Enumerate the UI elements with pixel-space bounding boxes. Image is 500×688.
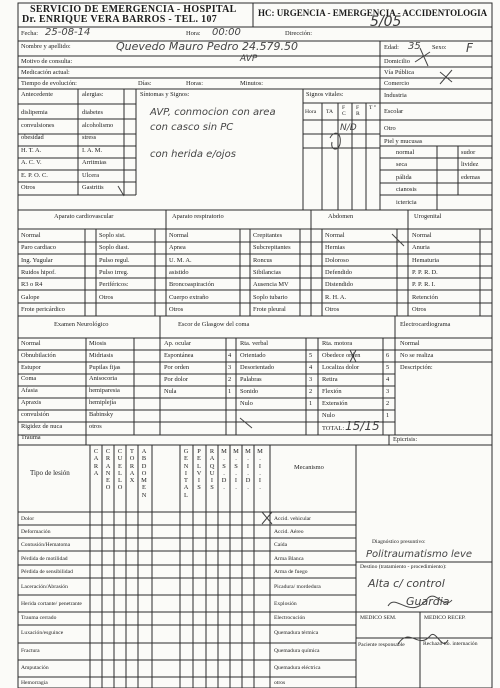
ecg-header: Electrocardiograma	[400, 321, 451, 328]
motora-n-2: 4	[386, 376, 390, 383]
horas-label: Horas:	[186, 80, 204, 87]
glasgow-total-label: TOTAL:	[322, 425, 345, 432]
mecanismo-8: Quemadura térmica	[274, 630, 319, 636]
cardio-item-5: Galope	[21, 293, 40, 301]
neuro-item-4: Afasia	[21, 387, 38, 395]
ocular-n-1: 3	[228, 364, 232, 371]
lesion-header: Tipo de lesión	[30, 469, 70, 477]
hospital-name-line1: SERVICIO DE EMERGENCIA - HOSPITAL	[30, 4, 237, 15]
ecg-item-0: Normal	[400, 340, 420, 347]
lesion-type-8: Luxación/esguince	[21, 630, 64, 636]
region-label-4: A B D O M E N	[141, 448, 147, 499]
piel-item2-0: sudor	[461, 149, 476, 156]
mecanismo-7: Electrocución	[274, 615, 306, 621]
ocular-n-3: 1	[228, 388, 232, 395]
neuro-item-0: Normal	[21, 340, 41, 347]
piel-item-1: seca	[396, 161, 407, 169]
minutos-label: Minutos:	[240, 80, 264, 87]
ecg-item-2: Descripción:	[400, 364, 433, 371]
ocular-item-2: Por dolor	[164, 376, 188, 383]
neuro-header: Examen Neurológico	[54, 321, 109, 328]
motora-item-1: Localiza dolor	[322, 364, 360, 371]
diag-presuntivo-label: Diagnóstico presuntivo:	[372, 539, 426, 545]
glasgow-header: Escor de Glasgow del coma	[178, 321, 250, 328]
hora-label: Hora:	[186, 30, 201, 37]
medicacion-label: Medicación actual:	[21, 69, 70, 76]
neuro-item-7: Rigidez de nuca	[21, 422, 63, 430]
nombre-value: Quevedo Mauro Pedro 24.579.50	[116, 40, 298, 53]
ocular-item-3: Nula	[164, 388, 177, 395]
region-label-10: M . I . D .	[245, 448, 251, 492]
antecedente-item-1: convulsiones	[21, 121, 55, 129]
abdomen-item-3: Defendido	[325, 268, 352, 276]
resp-item-0: Normal	[169, 232, 189, 239]
region-label-8: M . S . D .	[221, 448, 227, 492]
mecanismo-2: Caída	[274, 542, 288, 548]
cardio-header: Aparato cardiovascular	[54, 213, 114, 220]
resp-item2-1: Subcrepitantes	[253, 244, 291, 252]
rechazo-label: Rechazo tto. internación	[423, 641, 478, 647]
motivo-label: Motivo de consulta:	[21, 58, 73, 65]
abdomen-item-4: Distendido	[325, 281, 354, 289]
region-label-2: C U E L L O	[117, 448, 123, 492]
urogenital-item-1: Anuria	[412, 244, 430, 252]
cardio-item2-0: Soplo sist.	[99, 232, 126, 239]
resp-item2-3: Sibilancias	[253, 268, 282, 276]
antecedente-item2-4: Arritmias	[82, 159, 107, 166]
lesion-type-1: Deformación	[21, 529, 51, 535]
urogenital-item-5: Retención	[412, 293, 438, 301]
diag-presuntivo-hw: Politraumatismo leve	[366, 549, 473, 560]
motora-n-1: 5	[386, 364, 390, 371]
lesion-type-9: Fractura	[21, 648, 40, 654]
hospital-name-line2: Dr. ENRIQUE VERA BARROS - TEL. 107	[22, 14, 218, 25]
vitales-hw: N/D	[340, 123, 357, 133]
cardio-item-3: Ruidos hipof.	[21, 268, 56, 276]
lesion-type-7: Trauma cerrado	[21, 615, 57, 621]
mecanismo-4: Arma de fuego	[274, 569, 308, 575]
antecedente-item-4: A. C. V.	[21, 159, 42, 166]
hc-number: 5/05	[370, 14, 402, 30]
resp-item-4: Broncoaspiración	[169, 281, 215, 289]
lesion-type-5: Laceración/Abrasión	[21, 584, 68, 590]
region-label-5: G E N I T A L	[183, 448, 189, 499]
neuro-item2-0: Miosis	[89, 340, 107, 347]
neuro-item-3: Coma	[21, 375, 37, 383]
cardio-item-6: Frote pericárdico	[21, 305, 65, 313]
resp-item2-2: Roncus	[253, 256, 273, 264]
nombre-label: Nombre y apellido:	[21, 43, 71, 50]
verbal-n-1: 4	[309, 364, 313, 371]
vitales-hora: Hora	[305, 109, 317, 115]
piel-item2-2: edemas	[461, 173, 481, 181]
resp-item-3: asistido	[169, 268, 189, 276]
antecedente-item-0: dislipemia	[21, 109, 48, 116]
antecedente-item-5: E. P. O. C.	[21, 171, 48, 179]
resp-item-1: Apnea	[169, 244, 186, 252]
region-label-1: C R A N E O	[105, 448, 111, 492]
hc-title: HC: URGENCIA - EMERGENCIA - ACCIDENTOLOGIA	[258, 8, 488, 18]
cardio-item-4: R3 o R4	[21, 281, 43, 289]
origin-escolar: Escolar	[384, 108, 404, 115]
ecg-item-1: No se realiza	[400, 352, 434, 359]
urogenital-item-3: P. P. R. D.	[412, 268, 438, 276]
dias-label: Días:	[138, 80, 152, 87]
piel-item2-1: lividez	[461, 161, 479, 169]
antecedente-header: Antecedente	[21, 91, 53, 98]
abdomen-item-1: Hernias	[325, 244, 345, 252]
piel-item-3: cianosis	[396, 186, 417, 194]
resp-item-5: Cuerpo extraño	[169, 293, 209, 301]
mecanismo-5: Picadura/ mordedura	[274, 584, 321, 590]
antecedente-item2-3: I. A. M.	[82, 146, 103, 154]
sintomas-hw-3: con herida e/ojos	[150, 149, 236, 160]
antecedente-item2-2: stress	[82, 134, 97, 141]
neuro-item-5: Apraxis	[21, 399, 42, 406]
ocular-item-0: Espontánea	[164, 352, 194, 359]
abdomen-item-0: Normal	[325, 232, 345, 239]
lesion-type-2: Contusión/Hematoma	[21, 542, 71, 548]
glasgow-total-value: 15/15	[345, 419, 380, 433]
region-label-9: M . S . I .	[233, 448, 239, 492]
region-label-11: M . I . I .	[257, 448, 263, 492]
neuro-item-2: Estupor	[21, 363, 41, 371]
glasgow-verbal-header: Rta. verbal	[240, 340, 269, 347]
piel-item-2: pálida	[396, 173, 412, 181]
origin-otro: Otro	[384, 125, 396, 132]
cardio-item2-4: Periféricos:	[99, 281, 129, 289]
abdomen-header: Abdomen	[328, 213, 354, 220]
sexo-value: F	[466, 41, 473, 55]
resp-item2-0: Crepitantes	[253, 232, 283, 239]
abdomen-item-5: R. H. A.	[325, 293, 347, 301]
neuro-item2-5: hemiplejía	[89, 399, 116, 406]
motora-item-0: Obedece orden	[322, 352, 361, 359]
lesion-type-11: Hemorragia	[21, 680, 48, 686]
vitales-ta: TA	[326, 109, 334, 115]
verbal-n-0: 5	[309, 352, 313, 359]
neuro-item-1: Obnubilación	[21, 351, 56, 359]
resp-item-2: U. M. A.	[169, 256, 192, 264]
mecanismo-10: Quemadura eléctrica	[274, 665, 321, 671]
antecedente-item2-5: Ulcera	[82, 171, 100, 179]
cardio-item-1: Paro cardiaco	[21, 244, 56, 252]
lesion-type-6: Herida cortante/ penetrante	[21, 601, 82, 607]
ocular-item-1: Por orden	[164, 364, 190, 371]
paciente-responsable-label: Paciente responsable	[358, 642, 405, 648]
origin-domicilio: Domicilio	[384, 58, 410, 65]
antecedente-item2-1: alcoholismo	[82, 121, 114, 129]
neuro-item2-3: Anisocoria	[89, 375, 118, 383]
cardio-item-0: Normal	[21, 232, 41, 239]
urogenital-item-0: Normal	[412, 232, 432, 239]
fecha-value: 25-08-14	[45, 27, 91, 38]
motora-item-5: Nulo	[322, 412, 335, 419]
mecanismo-9: Quemadura química	[274, 648, 320, 654]
edad-value: 35	[408, 41, 421, 52]
diag-destino-hw2: Guardia	[406, 595, 450, 608]
resp-item2-5: Soplo tubario	[253, 293, 288, 301]
hora-value: 00:00	[212, 27, 241, 38]
neuro-item-8: Trauma	[21, 434, 41, 442]
mecanismo-11: otros	[274, 680, 286, 686]
motora-n-0: 6	[386, 352, 390, 359]
cardio-item-2: Ing. Yugular	[21, 256, 53, 264]
ocular-n-2: 2	[228, 376, 232, 383]
neuro-item2-7: otros	[89, 422, 102, 430]
vitales-header: Signos vitales:	[306, 91, 344, 98]
sintomas-hw-1: AVP, conmocion con area	[150, 107, 276, 118]
abdomen-item-6: Otros	[325, 305, 340, 313]
resp-item2-6: Frote pleural	[253, 305, 286, 313]
lesion-type-10: Amputación	[21, 665, 49, 671]
cardio-item2-1: Soplo diast.	[99, 244, 130, 252]
region-label-3: T O R A X	[129, 448, 135, 485]
verbal-item-2: Palabras	[240, 376, 262, 383]
piel-item-4: ictericia	[396, 198, 417, 206]
sintomas-hw-2: con casco sin PC	[150, 122, 234, 133]
urogenital-header: Urogenital	[414, 213, 442, 220]
lesion-type-4: Pérdida de sensibilidad	[21, 569, 73, 575]
resp-item-6: Otros	[169, 305, 184, 313]
glasgow-motora-header: Rta. motora	[322, 340, 353, 347]
mecanismo-1: Accid. Aéreo	[274, 529, 304, 535]
glasgow-ocular-header: Ap. ocular	[164, 340, 191, 347]
lesion-type-3: Pérdida de motilidad	[21, 556, 68, 562]
verbal-n-3: 2	[309, 388, 313, 395]
origin-comercio: Comercio	[384, 80, 410, 87]
resp-header: Aparato respiratorio	[172, 213, 224, 220]
urogenital-item-6: Otros	[412, 305, 427, 313]
origin-via-publica: Vía Pública	[384, 69, 414, 76]
medico-sem-label: MEDICO SEM.	[360, 615, 397, 621]
verbal-item-3: Sonido	[240, 388, 259, 395]
mecanismo-6: Explosión	[274, 601, 297, 607]
verbal-item-4: Nulo	[240, 400, 253, 407]
cardio-item2-5: Otros	[99, 293, 114, 301]
verbal-n-2: 3	[309, 376, 313, 383]
urogenital-item-4: P. P. R. I.	[412, 281, 436, 289]
neuro-item2-6: Babinsky	[89, 410, 114, 418]
mecanismo-header: Mecanismo	[294, 464, 324, 471]
vitales-fr: F R	[356, 105, 360, 117]
diag-destino-hw: Alta c/ control	[368, 577, 445, 590]
urogenital-item-2: Hematuria	[412, 256, 439, 264]
mecanismo-0: Accid. vehicular	[274, 516, 311, 522]
motora-item-2: Retira	[322, 376, 338, 383]
lesion-type-0: Dolor	[21, 516, 35, 522]
sexo-label: Sexo:	[432, 44, 447, 51]
direccion-label: Dirección:	[285, 30, 312, 37]
motora-item-3: Flexión	[322, 388, 342, 395]
origin-industria: Industria	[384, 92, 407, 99]
region-label-0: C A R A	[93, 448, 99, 477]
piel-item-0: normal	[396, 149, 415, 156]
resp-item2-4: Ausencia MV	[253, 281, 289, 289]
antecedente-item2-0: diabetes	[82, 109, 103, 116]
diag-destino-label: Destino (tratamiento - procedimiento):	[360, 564, 447, 570]
antecedente-item-3: H. T. A.	[21, 146, 42, 154]
medico-recep-label: MEDICO RECEP.	[424, 615, 466, 621]
neuro-item2-2: Pupilas fijas	[89, 363, 121, 371]
motora-n-4: 2	[386, 400, 390, 407]
tiempo-label: Tiempo de evolución:	[21, 80, 77, 87]
motora-item-4: Extensión	[322, 400, 348, 407]
region-label-7: R A Q U I S	[209, 448, 215, 492]
piel-header: Piel y mucusas	[384, 138, 423, 145]
verbal-n-4: 1	[309, 400, 313, 407]
vitales-temp: T °	[369, 105, 376, 111]
ocular-n-0: 4	[228, 352, 232, 359]
motivo-value: AVP	[240, 54, 258, 64]
edad-label: Edad:	[384, 44, 399, 51]
fecha-label: Fecha:	[21, 30, 39, 37]
verbal-item-1: Desorientado	[240, 364, 275, 371]
abdomen-item-2: Doloroso	[325, 256, 349, 264]
cardio-item2-3: Pulso irreg.	[99, 268, 129, 276]
antecedente-item-6: Otros	[21, 184, 36, 191]
neuro-item-6: convulsión	[21, 410, 50, 418]
verbal-item-0: Orientado	[240, 352, 266, 359]
vitales-fc: F C	[342, 105, 346, 117]
neuro-item2-1: Midriasis	[89, 351, 114, 359]
motora-n-3: 3	[386, 388, 390, 395]
epicrisis-label: Epicrisis:	[393, 436, 418, 443]
region-label-6: P E L V I S	[196, 448, 202, 492]
mecanismo-3: Arma Blanca	[274, 556, 304, 562]
cardio-item2-2: Pulso regul.	[99, 256, 130, 264]
neuro-item2-4: hemiparesia	[89, 387, 120, 395]
antecedente-item-2: obesidad	[21, 134, 44, 141]
motora-n-5: 1	[386, 412, 390, 419]
sintomas-header: Síntomas y Signos:	[140, 91, 190, 98]
alergias-label: alergias:	[82, 91, 104, 98]
antecedente-item2-6: Gastritis	[82, 184, 104, 191]
